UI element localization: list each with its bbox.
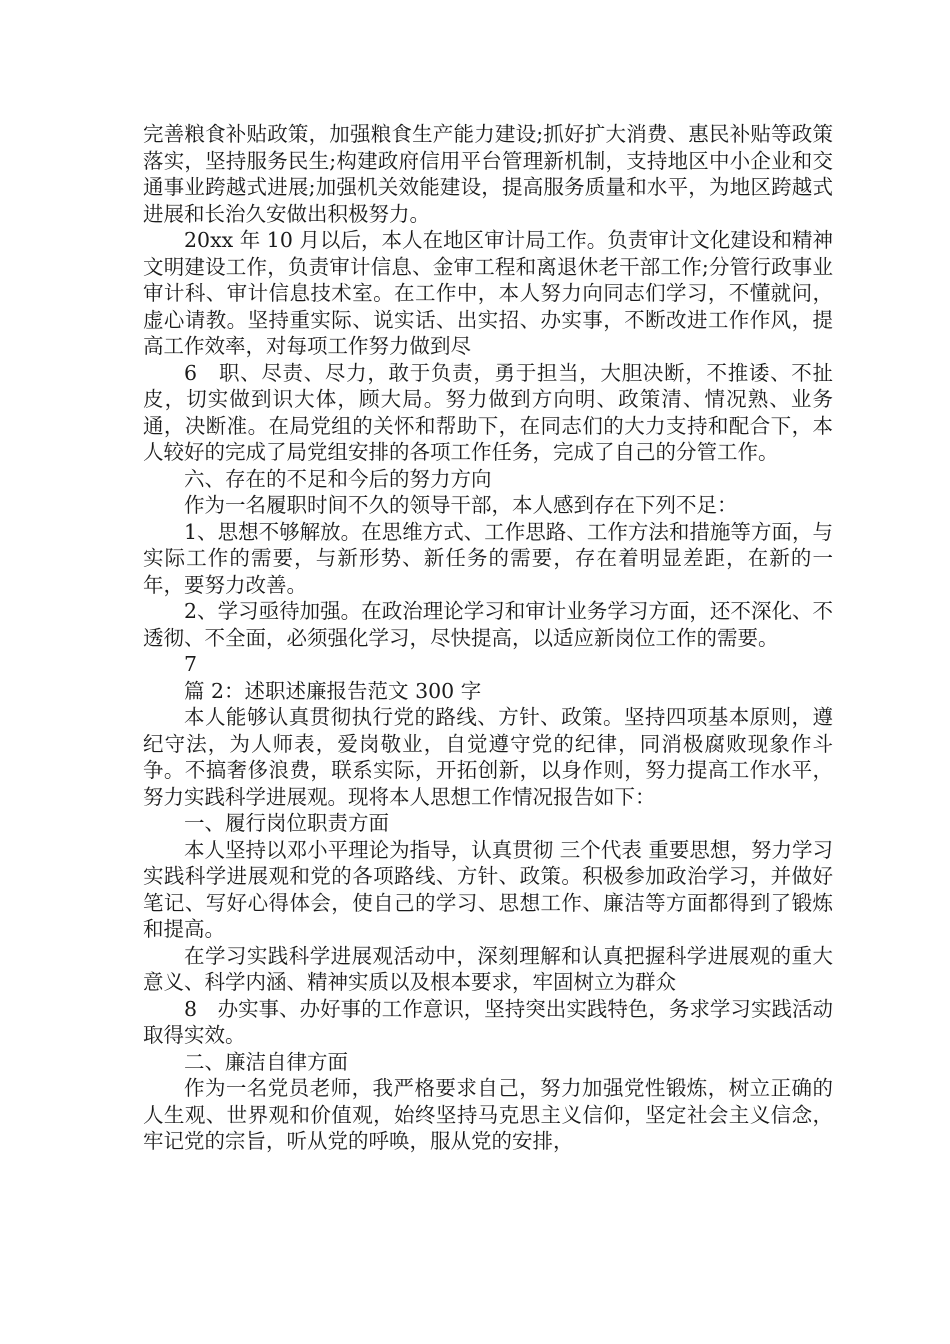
paragraph-grain-subsidy-continuation: 完善粮食补贴政策，加强粮食生产能力建设;抓好扩大消费、惠民补贴等政策落实，坚持服务民生;构建政府信用平台管理新机制，支持地区中小企业和交通事业跨越式进展;加强机关效能建设，提高服务质量和水平，为地区跨越式进展和长治久安做出积极努力。 [143, 122, 833, 226]
list-item-thinking: 1、思想不够解放。在思维方式、工作思路、工作方法和措施等方面，与实际工作的需要，与新形势、新任务的需要，存在着明显差距，在新的一年，要努力改善。 [143, 519, 833, 597]
paragraph-party-line: 本人能够认真贯彻执行党的路线、方针、政策。坚持四项基本原则，遵纪守法，为人师表，爱岗敬业，自觉遵守党的纪律，同消极腐败现象作斗争。不搞奢侈浪费，联系实际，开拓创新，以身作则，努力提高工作水平，努力实践科学进展观。现将本人思想工作情况报告如下： [143, 705, 833, 809]
paragraph-shortcomings-intro: 作为一名履职时间不久的领导干部，本人感到存在下列不足： [184, 493, 738, 517]
section-heading-shortcomings: 六、存在的不足和今后的努力方向 [184, 466, 492, 491]
list-item-learning: 2、学习亟待加强。在政治理论学习和审计业务学习方面，还不深化、不透彻、不全面，必须强化学习，尽快提高，以适应新岗位工作的需要。 [143, 599, 833, 650]
paragraph-deng-theory: 本人坚持以邓小平理论为指导，认真贯彻 三个代表 重要思想，努力学习实践科学进展观和党的各项路线、方针、政策。积极参加政治学习，并做好笔记、写好心得体会，使自己的学习、思想工作、廉洁等方面都得到了锻炼和提高。 [143, 837, 833, 941]
paragraph-audit-bureau-work: 20xx 年 10 月以后，本人在地区审计局工作。负责审计文化建设和精神文明建设工作，负责审计信息、金审工程和离退休老干部工作;分管行政事业审计科、审计信息技术室。在工作中，本人努力向同志们学习，不懂就问，虚心请教。坚持重实际、说实话、出实招、办实事，不断改进工作作风，提高工作效率，对每项工作努力做到尽 [143, 228, 833, 358]
article-2-title: 篇 2：述职述廉报告范文 300 字 [184, 678, 482, 703]
paragraph-party-member-teacher: 作为一名党员老师，我严格要求自己，努力加强党性锻炼，树立正确的人生观、世界观和价值观，始终坚持马克思主义信仰，坚定社会主义信念，牢记党的宗旨，听从党的呼唤，服从党的安排， [143, 1076, 833, 1153]
paragraph-scientific-development: 在学习实践科学进展观活动中，深刻理解和认真把握科学进展观的重大意义、科学内涵、精神实质以及根本要求，牢固树立为群众 [143, 943, 833, 994]
section-heading-integrity: 二、廉洁自律方面 [184, 1049, 348, 1074]
paragraph-page-6-duty: 6 职、尽责、尽力，敢于负责，勇于担当，大胆决断，不推诿、不扯皮，切实做到识大体，顾大局。努力做到方向明、政策清、情况熟、业务通，决断准。在局党组的关怀和帮助下，在同志们的大力支持和配合下，本人较好的完成了局党组安排的各项工作任务，完成了自己的分管工作。 [143, 360, 833, 464]
paragraph-page-8-practice: 8 办实事、办好事的工作意识，坚持突出实践特色，务求学习实践活动取得实效。 [143, 996, 833, 1047]
section-heading-duties: 一、履行岗位职责方面 [184, 811, 389, 835]
document-body [143, 121, 833, 1155]
page-number-7: 7 [184, 652, 198, 676]
